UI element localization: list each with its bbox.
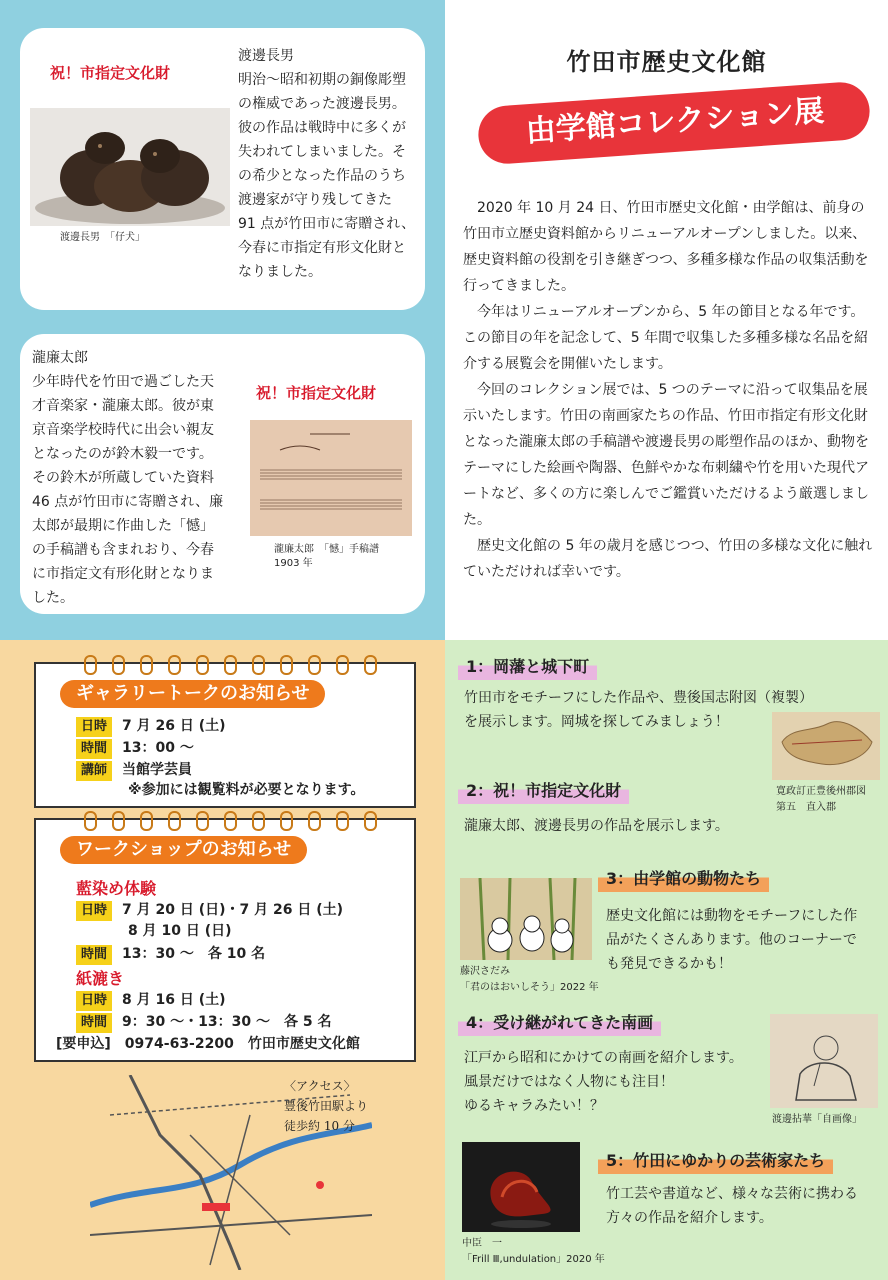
- taki-artist: 瀧廉太郎: [32, 350, 88, 366]
- theme-3-text-1: 歴史文化館には動物をモチーフにした作: [606, 908, 858, 924]
- theme-2-title: 2：祝！市指定文化財: [458, 778, 629, 804]
- theme-3-panda-photo: [460, 878, 592, 960]
- gallery-talk-board: [34, 662, 416, 808]
- taki-caption-2: 1903 年: [274, 558, 313, 569]
- gallery-time-row: 時間 13：00 ～: [76, 738, 194, 758]
- workshop-indigo-name: 藍染め体験: [76, 879, 157, 898]
- taki-caption-1: 瀧廉太郎 「憾」手稿譜: [274, 544, 379, 555]
- workshop-indigo-time-row: 時間 13：30 ～ 各 10 名: [76, 944, 265, 964]
- workshop-indigo-date-row-2: 8 月 10 日 (日): [128, 923, 232, 939]
- gallery-talk-title: ギャラリートークのお知らせ: [60, 680, 325, 708]
- theme-4-text-2: 風景だけではなく人物にも注目！: [464, 1074, 674, 1090]
- workshop-title: ワークショップのお知らせ: [60, 836, 307, 864]
- theme-3-text-2: 品がたくさんあります。他のコーナーで: [606, 932, 857, 948]
- watanabe-puppies-photo: [30, 108, 230, 226]
- theme-5-bamboo-art-photo: [462, 1142, 580, 1232]
- watanabe-artist: 渡邊長男: [238, 48, 294, 64]
- theme-4-portrait-photo: [770, 1014, 878, 1108]
- theme-1-caption-2: 第五 直入郡: [776, 802, 836, 813]
- theme-4-text-1: 江戸から昭和にかけての南画を紹介します。: [464, 1050, 743, 1066]
- theme-2-text-1: 瀧廉太郎、渡邊長男の作品を展示します。: [464, 818, 729, 834]
- theme-4-text-3: ゆるキャラみたい！？: [464, 1098, 604, 1114]
- gallery-date-row: 日時 7 月 26 日 (土): [76, 716, 226, 736]
- theme-5-caption-1: 中臣 一: [462, 1238, 502, 1249]
- exhibition-title: 由学館コレクション展: [524, 93, 826, 150]
- workshop-paper-date-row: 日時 8 月 16 日 (土): [76, 990, 226, 1010]
- theme-1-text-2: を展示します。岡城を探してみましょう！: [464, 714, 729, 730]
- theme-5-caption-2: 「Frill Ⅲ,undulation」2020 年: [462, 1254, 605, 1265]
- museum-name: 竹田市歴史文化館: [566, 48, 767, 76]
- theme-1-text-1: 竹田市をモチーフにした作品や、豊後国志附図（複製）: [464, 690, 814, 706]
- workshop-indigo-date-row: 日時 7 月 20 日 (日)・7 月 26 日 (土): [76, 900, 343, 920]
- theme-1-title: 1：岡藩と城下町: [458, 654, 597, 680]
- taki-text: 少年時代を竹田で過ごした天 才音楽家・瀧廉太郎。彼が東 京音楽学校時代に出会い親友 となったのが鈴木毅一です。 その鈴木が所蔵していた資料 46 点が竹田市に寄贈され、廉 太郎が最期に作曲した「憾」 の手稿譜も含まれおり、今春 に市指定文有形化財となりま した。: [32, 374, 224, 606]
- theme-1-caption-1: 寛政訂正豊後州郡図: [776, 786, 866, 797]
- theme-5-text-1: 竹工芸や書道など、様々な芸術に携わる: [606, 1186, 858, 1202]
- taki-manuscript-photo: [250, 420, 412, 536]
- theme-3-title: 3：由学館の動物たち: [598, 866, 769, 892]
- gallery-lecturer-row: 講師 当館学芸員: [76, 760, 192, 780]
- gallery-note: ※参加には観覧料が必要となります。: [128, 782, 365, 798]
- theme-5-text-2: 方々の作品を紹介します。: [606, 1210, 773, 1226]
- theme-4-caption: 渡邊拈華「自画像」: [772, 1114, 862, 1125]
- theme-3-caption-2: 「君のはおいしそう」2022 年: [460, 982, 599, 993]
- workshop-apply: [要申込] 0974-63-2200 竹田市歴史文化館: [56, 1036, 360, 1052]
- theme-1-map-photo: [772, 712, 880, 780]
- access-info: 〈アクセス〉 豊後竹田駅より 徒歩約 10 分: [284, 1079, 369, 1133]
- watanabe-text: 明治～昭和初期の銅像彫塑 の権威であった渡邊長男。 彼の作品は戦時中に多くが 失われてしまいました。そ の希少となった作品のうち 渡邊家が守り残してきた 91 点が竹田市に寄贈され、 今春に市指定有形文化財と なりました。: [238, 72, 416, 280]
- workshop-paper-name: 紙漉き: [76, 969, 125, 988]
- watanabe-badge: 祝！市指定文化財: [50, 64, 171, 82]
- watanabe-caption: 渡邊長男 「仔犬」: [60, 232, 145, 243]
- theme-4-title: 4：受け継がれてきた南画: [458, 1010, 661, 1036]
- board-rings: [36, 811, 414, 829]
- workshop-board: [34, 818, 416, 1062]
- taki-badge: 祝！市指定文化財: [256, 384, 377, 402]
- board-rings: [36, 655, 414, 673]
- theme-3-caption-1: 藤沢さだみ: [460, 966, 510, 977]
- theme-5-title: 5：竹田にゆかりの芸術家たち: [598, 1148, 833, 1174]
- theme-3-text-3: も発見できるかも！: [606, 956, 732, 972]
- intro-text: 2020 年 10 月 24 日、竹田市歴史文化館・由学館は、前身の竹田市立歴史資料館からリニューアルオープンしました。以来、歴史資料館の役割を引き継ぎつつ、多種多様な作品の収集活動を行ってきました。 今年はリニューアルオープンから、5 年の節目となる年です。この節目の年を記念して、5 年間で収集した多種多様な名品を紹介する展覧会を開催いたします。 今回のコレクション展では、5 つのテーマに沿って収集品を展示いたします。竹田の南画家たちの作品、竹田市指定有形文化財となった瀧廉太郎の手稿譜や渡邊長男の彫塑作品のほか、動物をテーマにした絵画や陶器、色鮮やかな布刺繍や竹を用いた現代アートなど、多くの方に楽しんでご鑑賞いただけるよう厳選しました。 歴史文化館の 5 年の歳月を感じつつ、竹田の多様な文化に触れていただければ幸いです。: [463, 200, 873, 580]
- workshop-paper-time-row: 時間 9：30 ～・13：30 ～ 各 5 名: [76, 1012, 331, 1032]
